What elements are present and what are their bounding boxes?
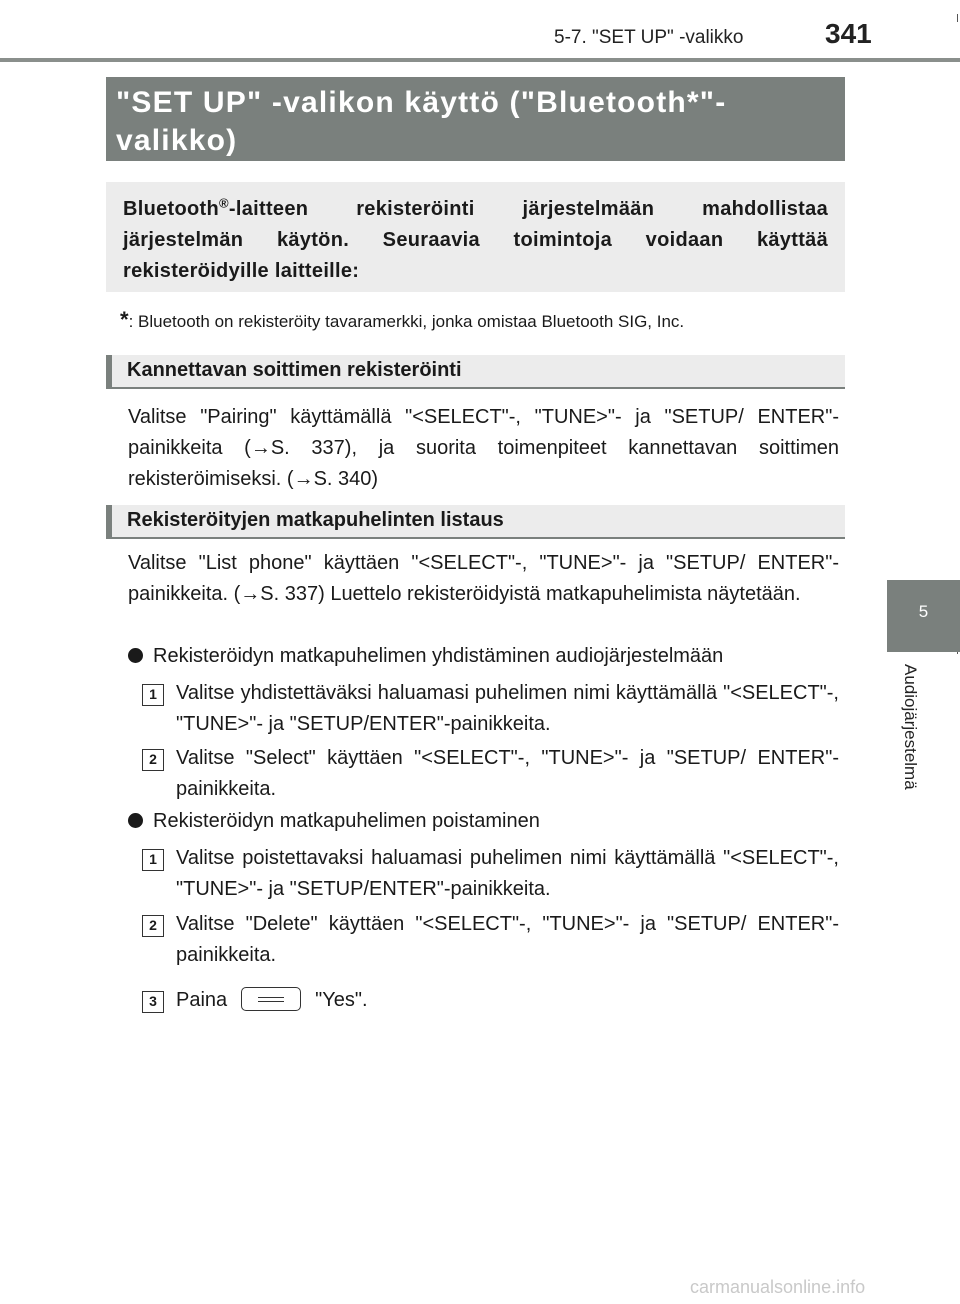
footnote-mark: * xyxy=(120,307,129,332)
step-text-after: "Yes". xyxy=(315,989,368,1011)
step-text: Valitse "Select" käyttäen "<SELECT"-, "TUNE>"- ja "SETUP/ ENTER"-painikkeita. xyxy=(176,747,839,800)
intro-text-start: Bluetooth xyxy=(123,198,220,220)
step-number: 3 xyxy=(142,991,164,1013)
page-number: 341 xyxy=(825,18,872,49)
bullet-item xyxy=(128,641,723,672)
step-text: Valitse yhdistettäväksi haluamasi puhelimen nimi käyttämällä "<SELECT"-, "TUNE>"- ja "SETUP/ENTER"-painikkeita. xyxy=(176,682,839,735)
intro-box xyxy=(106,182,845,292)
chapter-label: Audiojärjestelmä xyxy=(901,664,920,790)
step-text: Valitse poistettavaksi haluamasi puhelimen nimi käyttämällä "<SELECT"-, "TUNE>"- ja "SETUP/ENTER"-painikkeita. xyxy=(176,847,839,900)
registered-mark: ® xyxy=(219,195,229,211)
watermark: carmanualsonline.info xyxy=(690,1277,866,1297)
chapter-tab xyxy=(887,580,960,652)
bullet-item xyxy=(128,806,540,837)
bullet-label: Rekisteröidyn matkapuhelimen yhdistäminen audiojärjestelmään xyxy=(153,645,724,667)
step-number: 1 xyxy=(142,684,164,706)
step-number: 2 xyxy=(142,749,164,771)
bullet-dot-icon xyxy=(128,813,143,828)
footnote xyxy=(120,307,684,333)
section-heading-text: Rekisteröityjen matkapuhelinten listaus xyxy=(127,509,504,531)
crop-mark xyxy=(957,14,958,22)
step-number: 1 xyxy=(142,849,164,871)
header-divider xyxy=(0,58,960,62)
title-line-2: valikko) xyxy=(116,124,238,157)
chapter-number: 5 xyxy=(918,602,929,621)
section-heading-phone-list xyxy=(106,505,845,539)
section-paragraph: Valitse "List phone" käyttäen "<SELECT"-, "TUNE>"- ja "SETUP/ ENTER"-painikkeita. (→S. 337) Luettelo rekisteröidyistä matkapuhelimista näytetään. xyxy=(128,552,839,605)
section-heading-portable-player xyxy=(106,355,845,389)
step-number: 2 xyxy=(142,915,164,937)
yes-button-icon xyxy=(241,987,301,1011)
intro-text-rest: -laitteen rekisteröinti järjestelmään mahdollistaa järjestelmän käytön. Seuraavia toimintoja voidaan käyttää rekisteröidyille laitteille: xyxy=(123,198,828,282)
section-title: 5-7. "SET UP" -valikko xyxy=(554,27,744,48)
title-line-1: "SET UP" -valikon käyttö ("Bluetooth*"- xyxy=(116,86,727,119)
page-header xyxy=(0,0,960,62)
footnote-text: : Bluetooth on rekisteröity tavaramerkki, jonka omistaa Bluetooth SIG, Inc. xyxy=(128,312,685,331)
bullet-dot-icon xyxy=(128,648,143,663)
page-title xyxy=(106,77,845,161)
step-text-before: Paina xyxy=(176,989,228,1011)
bullet-label: Rekisteröidyn matkapuhelimen poistaminen xyxy=(153,810,540,832)
section-paragraph: Valitse "Pairing" käyttämällä "<SELECT"-, "TUNE>"- ja "SETUP/ ENTER"-painikkeita (→S. 337), ja suorita toimenpiteet kannettavan soittimen rekisteröimiseksi. (→S. 340) xyxy=(128,406,839,490)
step-text: Valitse "Delete" käyttäen "<SELECT"-, "TUNE>"- ja "SETUP/ ENTER"-painikkeita. xyxy=(176,913,839,966)
intro-text xyxy=(123,194,828,287)
section-heading-text: Kannettavan soittimen rekisteröinti xyxy=(127,359,462,381)
step-text xyxy=(176,985,839,1016)
